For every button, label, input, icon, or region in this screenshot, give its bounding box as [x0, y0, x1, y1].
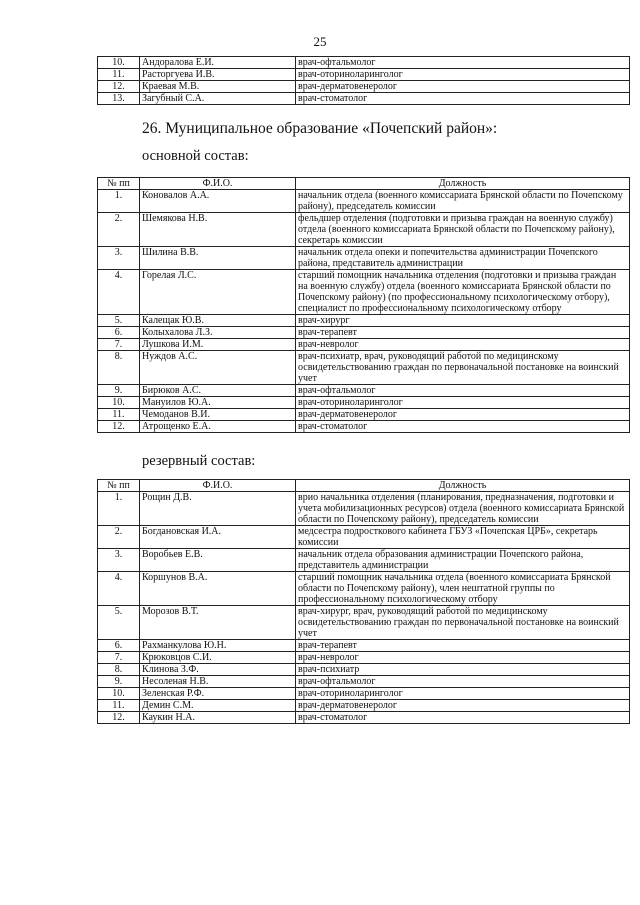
- position: врач-офтальмолог: [296, 676, 630, 688]
- table-row: [98, 700, 630, 712]
- main-composition-table: [97, 177, 630, 433]
- position: медсестра подросткового кабинета ГБУЗ «Почепская ЦРБ», секретарь комиссии: [296, 526, 630, 549]
- main-table-body: [98, 190, 630, 433]
- table-row: [98, 640, 630, 652]
- full-name: Коновалов А.А.: [140, 190, 296, 213]
- full-name: Чемоданов В.И.: [140, 409, 296, 421]
- table-row: [98, 213, 630, 247]
- table-row: [98, 190, 630, 213]
- row-number: 6.: [98, 327, 140, 339]
- table-row: [98, 676, 630, 688]
- row-number: 11.: [98, 69, 140, 81]
- full-name: Богдановская И.А.: [140, 526, 296, 549]
- position: врач-психиатр: [296, 664, 630, 676]
- row-number: 1.: [98, 190, 140, 213]
- position: врач-хирург: [296, 315, 630, 327]
- full-name: Морозов В.Т.: [140, 606, 296, 640]
- position: врач-оториноларинголог: [296, 397, 630, 409]
- table-row: [98, 57, 630, 69]
- header-position: Должность: [296, 178, 630, 190]
- row-number: 12.: [98, 421, 140, 433]
- full-name: Зеленская Р.Ф.: [140, 688, 296, 700]
- header-num: № пп: [98, 480, 140, 492]
- table-row: [98, 409, 630, 421]
- table-row: [98, 549, 630, 572]
- full-name: Клинова З.Ф.: [140, 664, 296, 676]
- full-name: Калещак Ю.В.: [140, 315, 296, 327]
- full-name: Атрощенко Е.А.: [140, 421, 296, 433]
- page-number: 25: [313, 34, 327, 49]
- table-row: [98, 664, 630, 676]
- full-name: Крюковцов С.И.: [140, 652, 296, 664]
- position: врач-дерматовенеролог: [296, 409, 630, 421]
- row-number: 12.: [98, 712, 140, 724]
- position: начальник отдела (военного комиссариата Брянской области по Почепскому району), председатель комиссии: [296, 190, 630, 213]
- reserve-composition-table: [97, 479, 630, 724]
- full-name: Коршунов В.А.: [140, 572, 296, 606]
- position: врач-терапевт: [296, 327, 630, 339]
- table-row: [98, 247, 630, 270]
- row-number: 10.: [98, 688, 140, 700]
- position: врач-дерматовенеролог: [296, 700, 630, 712]
- position: врач-невролог: [296, 339, 630, 351]
- row-number: 5.: [98, 606, 140, 640]
- row-number: 9.: [98, 385, 140, 397]
- row-number: 10.: [98, 397, 140, 409]
- row-number: 11.: [98, 700, 140, 712]
- full-name: Расторгуева И.В.: [140, 69, 296, 81]
- position: врач-стоматолог: [296, 421, 630, 433]
- full-name: Шемякова Н.В.: [140, 213, 296, 247]
- full-name: Несоленая Н.В.: [140, 676, 296, 688]
- row-number: 6.: [98, 640, 140, 652]
- row-number: 1.: [98, 492, 140, 526]
- position: врач-дерматовенеролог: [296, 81, 630, 93]
- position: врач-офтальмолог: [296, 57, 630, 69]
- full-name: Лушкова И.М.: [140, 339, 296, 351]
- table-row: [98, 93, 630, 105]
- row-number: 9.: [98, 676, 140, 688]
- position: врач-психиатр, врач, руководящий работой по медицинскому освидетельствованию граждан по первоначальной постановке на воинский учет: [296, 351, 630, 385]
- row-number: 12.: [98, 81, 140, 93]
- full-name: Колыхалова Л.З.: [140, 327, 296, 339]
- full-name: Краевая М.В.: [140, 81, 296, 93]
- table-row: [98, 712, 630, 724]
- full-name: Каукин Н.А.: [140, 712, 296, 724]
- header-name: Ф.И.О.: [140, 480, 296, 492]
- position: фельдшер отделения (подготовки и призыва граждан на военную службу) отдела (военного комиссариата Брянской области по Почепскому району), секретарь комиссии: [296, 213, 630, 247]
- table-row: [98, 69, 630, 81]
- row-number: 11.: [98, 409, 140, 421]
- row-number: 3.: [98, 549, 140, 572]
- full-name: Загубный С.А.: [140, 93, 296, 105]
- reserve-table-body: [98, 492, 630, 724]
- position: начальник отдела образования администрации Почепского района, представитель администрации: [296, 549, 630, 572]
- full-name: Бирюков А.С.: [140, 385, 296, 397]
- position: начальник отдела опеки и попечительства администрации Почепского района, представитель администрации: [296, 247, 630, 270]
- position: врач-оториноларинголог: [296, 69, 630, 81]
- row-number: 13.: [98, 93, 140, 105]
- full-name: Рахманкулова Ю.Н.: [140, 640, 296, 652]
- position: врач-стоматолог: [296, 712, 630, 724]
- row-number: 7.: [98, 652, 140, 664]
- position: врач-терапевт: [296, 640, 630, 652]
- position: врач-стоматолог: [296, 93, 630, 105]
- table-row: [98, 270, 630, 315]
- table-row: [98, 572, 630, 606]
- full-name: Горелая Л.С.: [140, 270, 296, 315]
- table-row: [98, 606, 630, 640]
- row-number: 10.: [98, 57, 140, 69]
- row-number: 3.: [98, 247, 140, 270]
- position: врач-офтальмолог: [296, 385, 630, 397]
- full-name: Андоралова Е.И.: [140, 57, 296, 69]
- full-name: Воробьев Е.В.: [140, 549, 296, 572]
- table-row: [98, 492, 630, 526]
- full-name: Рощин Д.В.: [140, 492, 296, 526]
- full-name: Демин С.М.: [140, 700, 296, 712]
- row-number: 7.: [98, 339, 140, 351]
- position: старший помощник начальника отделения (подготовки и призыва граждан на военную службу) отдела (военного комиссариата Брянской области по Почепскому району) (по профессиональному психологическому отбору), специалист по профессиональному психологическому отбору: [296, 270, 630, 315]
- table-row: [98, 385, 630, 397]
- table-row: [98, 688, 630, 700]
- row-number: 8.: [98, 664, 140, 676]
- full-name: Мануилов Ю.А.: [140, 397, 296, 409]
- full-name: Шилина В.В.: [140, 247, 296, 270]
- table-row: [98, 81, 630, 93]
- table-row: [98, 351, 630, 385]
- header-position: Должность: [296, 480, 630, 492]
- row-number: 5.: [98, 315, 140, 327]
- position: врач-невролог: [296, 652, 630, 664]
- full-name: Нуждов А.С.: [140, 351, 296, 385]
- header-name: Ф.И.О.: [140, 178, 296, 190]
- position: старший помощник начальника отдела (военного комиссариата Брянской области по Почепскому району), член нештатной группы по профессиональному психологическому отбору: [296, 572, 630, 606]
- table-row: [98, 652, 630, 664]
- row-number: 8.: [98, 351, 140, 385]
- table-row: [98, 421, 630, 433]
- header-num: № пп: [98, 178, 140, 190]
- table-row: [98, 327, 630, 339]
- row-number: 4.: [98, 270, 140, 315]
- row-number: 4.: [98, 572, 140, 606]
- section-heading: 26. Муниципальное образование «Почепский район»:: [142, 120, 498, 137]
- row-number: 2.: [98, 213, 140, 247]
- position: врио начальника отделения (планирования, предназначения, подготовки и учета мобилизационных ресурсов) отдела (военного комиссариата Брянской области по Почепскому району), председатель комиссии: [296, 492, 630, 526]
- table-row: [98, 315, 630, 327]
- table-row: [98, 397, 630, 409]
- main-composition-title: основной состав:: [142, 148, 249, 164]
- table-header-row: [98, 480, 630, 492]
- reserve-composition-title: резервный состав:: [142, 453, 256, 469]
- table-row: [98, 339, 630, 351]
- position: врач-оториноларинголог: [296, 688, 630, 700]
- position: врач-хирург, врач, руководящий работой по медицинскому освидетельствованию граждан по первоначальной постановке на воинский учет: [296, 606, 630, 640]
- table-row: [98, 526, 630, 549]
- continued-table: [97, 56, 630, 105]
- continued-table-body: [98, 57, 630, 105]
- table-header-row: [98, 178, 630, 190]
- row-number: 2.: [98, 526, 140, 549]
